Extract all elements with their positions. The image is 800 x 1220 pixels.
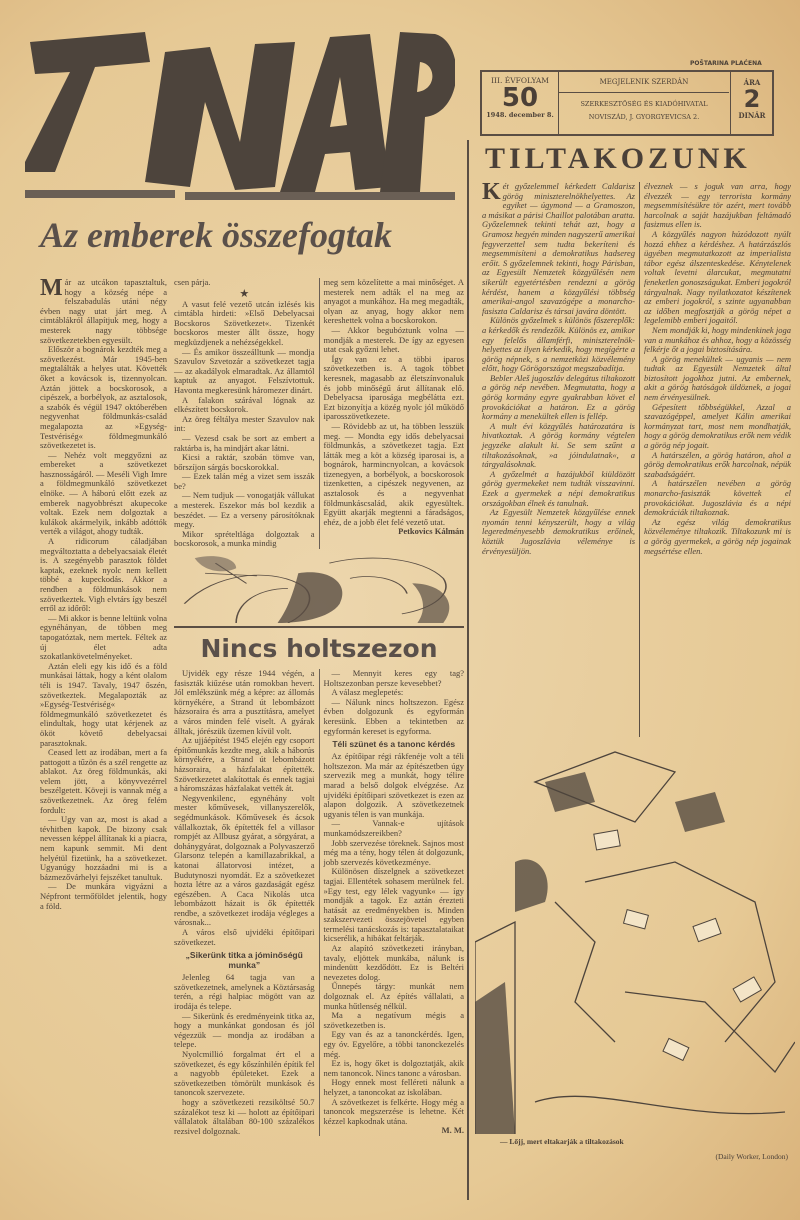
paragraph: — De munkára vigyázni a Népfront termőföldet jelentik, hogy a föld.	[40, 881, 167, 911]
paragraph: Az Egyesült Nemzetek közgyűlése ennek nyomán tenni kényszerült, hogy a világ legeredményesebb demokratikus erőinek, köztük Jugoszlávia véleménye is érvényesüljön.	[482, 507, 635, 556]
paragraph: Az öreg féltálya mester Szavulov nak int:	[174, 413, 315, 434]
paragraph: meg sem közelítette a mai minőséget. A mesterek nem adták el na meg az anyagot a munkához. Ha meg megadták, olyan az anyag, hogy akkor nem kereshettek volna a bocskorokon.	[323, 277, 464, 326]
paragraph: — Ezek talán még a vizet sem isszák be?	[174, 471, 315, 491]
political-cartoon	[475, 742, 795, 1134]
paragraph: A mult évi közgyűlés határozatára is hivatkoztak. A görög kormány végtelen jegyzéke alakult ki. Se sem szűnt a tiltakozásoknak, »a jóindulatnak«, a tárgyalásoknak.	[482, 420, 635, 470]
paragraph: Jobb szervezése töreknek. Sajnos most még ma a tény, hogy télen át dolgozunk, jobb szervezés következménye.	[323, 837, 464, 867]
paragraph: csen párja.	[174, 277, 211, 287]
paragraph: — Rövidebb az ut, ha többen lesszük meg. — Mondta egy idős debelyacsai földmunkás, a szövetkezet tagja. Ezt látták meg a köt a község iparosai is, a bognárok, harmincnyolcan, a kovácsok tizenegyen, a borbélyok, a bocskorosok tizenketten, a cipészek negyvenen, az asztalosok és a negyvenhat földmunkáscsalád, akik egyesültek. Együtt akarják megtenni a fáradságos, ehéz, de a jobb élet felé vezető utat.	[323, 420, 464, 527]
paragraph: Űnnepés tárgy: munkát nem dolgoznak el. Az építés vállalati, a munka hűtlenség nélkül.	[323, 981, 464, 1011]
paragraph: Negyvenkilenc, egynéhány volt mester kőművesek, villanyszerelők, segédmunkások. Kőművesek és ácsok vállalkoztak, ők építették fel a villasor rompjét az Allbusz gyárat, a sörgyárat, a dohánygyárat, dolgoznak a Polyvaszerző Glarsonz telepén a kamillazabrikkal, a katonai állatorvosi intézet, a Budutynoszi nyomdát. Ez a szövetkezet hozta létre az a város gazdaságát egész egészében. A Caca Nikolás utca lebombázott házait is ők építették rendbe, a szövetkezet irodája végleges a városnak...	[174, 792, 315, 928]
paragraph: — Vannak-e ujítások munkamódszereikben?	[323, 818, 464, 838]
article1-columns-2-3	[174, 278, 464, 549]
newspaper-logo	[25, 22, 455, 202]
paragraph: — Mennyit keres egy tag? Holtszezonban persze kevesebbet?	[323, 668, 464, 688]
divider	[174, 626, 464, 628]
article3-column-2	[644, 182, 791, 556]
article2-columns	[174, 669, 464, 1136]
issue-number: 50	[501, 83, 539, 113]
drop-cap: M	[40, 275, 63, 301]
paragraph: A válasz meglepetés:	[331, 687, 404, 698]
paragraph: Aztán eleli egy kis idő és a föld munkásai láttak, hogy a ként olalom téli is 1947. Tavaly, 1947 őszén, szövetkeztek. Megalapozták az »Egység-Testvériség« földmegmunkáló szövetkezetet és elindultak, hogy utat kérjenek az ököt követő debelyacsai parasztoknak.	[40, 660, 167, 748]
paragraph: A határszélen nevében a görög monarcho-fasiszták követtek el provokációkat. Jugoszlávia és a népi demokráciák tiltakoznak.	[644, 478, 791, 518]
paragraph: A ridicorum cáladjában megváltoztatta a debelyacsaiak életét is. A szegényebb parasztok földet kaptak, ezeknek nyolc nem kellett többé a kupeckodás. Akkor a rendben a földmunkások nem szövetkeztek. Vigh elvtárs így beszél erről az időről:	[40, 536, 167, 614]
paragraph: hogy a szövetkezeti rezsiköltsé 50.7 százalékot tesz ki — holott az építőipari vállalatok általában 80-100 százalékos rezsivel dolgoznak.	[174, 1096, 315, 1136]
paragraph: ét győzelemmel kérkedett Caldarisz görög miniszterelnökhelyettes. Az egyiket — úgymond — a Gramoszon, a másikat a párisi Chaillot palotában aratta. Győzelemnek tekinti tehát azt, hogy a Gramosz hegyén minden nagyszerű amerikai fegyverzettel sem tudta bekeríteni és megsemmisíteni a demokratikus hadsereg erőit. S győzelemnek tekinti, hogy Párisban, az Egyesült Nemzetek közgyűlésén nem sikerült egyetértésben rendezni a görög kérdést, hanem a közgyűlési többség amerikai-angol szavazógépe a monarcho-fasiszta Caldarisz és társai javára döntött.	[482, 181, 635, 316]
middle-region	[174, 278, 464, 1136]
paragraph: Kicsi a raktár, szobán tömve van, bőrszíjon sárgás bocskorokkal.	[174, 452, 315, 472]
paragraph: Nem mondják ki, hogy mindenkinek joga van a munkához és ahhoz, hogy a közösség felkérje őt a jogai biztosítására.	[644, 324, 791, 355]
star-separator: ★	[239, 287, 250, 300]
paragraph: Ujvidék egy része 1944 végén, a fasiszták kiűzése után romokban hevert. Jól emlékszünk még a képre: az állomás környékére, a Strand út lebombázott házsoraira és arra a pusztításra, amelyet a város minden felé viselt. A gyárak álltak, jórészük üzemen kívül volt.	[174, 668, 315, 736]
paragraph: — Akkor begubóztunk volna — mondják a mesterek. De így az egyesen utat csak győzni lehet.	[323, 324, 464, 355]
subheading-sikerunk-titka: „Sikerünk titka a jóminőségű munka”	[185, 950, 303, 971]
logo-n	[145, 42, 295, 190]
paragraph: A győzelmét a hazájukból kiüldözött görög gyermekeket nem tudták visszavinni. Ezek a gyermekek a népi demokratikus országokban élnek és tanulnak.	[482, 468, 635, 508]
paragraph: — És amikor összeálltunk — mondja Szavulov Szvetozár a szövetkezet tagja — az akadályok elmaradtak. Az államtól kaptuk az anyagot. Felszívtottuk. Havonta megkeresünk háromezer dinárt.	[174, 346, 315, 395]
paragraph: Az egész világ demokratikus közvéleménye tiltakozik. Tiltakozunk mi is a görög gyermekek, a görög nép jogainak megsértése ellen.	[644, 516, 791, 556]
workers-illustration	[174, 553, 464, 623]
headline-az-emberek-osszefogtak: Az emberek összefogtak	[40, 215, 392, 255]
cartoon-credit: (Daily Worker, London)	[715, 1152, 788, 1161]
paragraph: Az építőipar régi rákfenéje volt a téli holtszezon. Ma már az építészetben úgy szervezik meg a munkát, hogy télire marad a belső dolgok elvégzése. Az ujvidéki építőipari szövetkezet is ezen az alapon dolgozik. A szövetkezetnek ugyanis télen is van munkája.	[323, 751, 464, 819]
paragraph: Az ujjáépítést 1945 elején egy csoport építőmunkás kezdte meg, akik a háborús környékére, a Strand út lebombázott házsoraira, a házfalakat építették. Szövetkezetet alakítottak és ennek tagjai a háromszázas házfalakat vették át.	[174, 735, 315, 794]
office-line-2: NOVISZÁD, J. GYORGYEVICSA 2.	[588, 113, 700, 121]
paragraph: A vasut felé vezető utcán izlésés kis cimtábla hirdeti: »Első Debelyacsai Bocskoros Szövetkezet«. Tizenkét bocskoros mester állt össze, hogy megküzdjenek a nehézségekkel.	[174, 298, 315, 347]
paragraph: ár az utcákon tapasztaltuk, hogy a község népe a felszabadulás utáni négy évben nagy utat járt meg. A cimtáblákról állapítjuk meg, hogy a mesterek nagy többsége szövetkezetekben egyesült.	[40, 277, 167, 345]
article1-column-1	[40, 275, 167, 911]
article1-signature: Petkovics Kálmán	[398, 526, 464, 537]
paragraph: Az alapító szövetkezeti irányban, tavaly, eljöttek munkába, nálunk is mindenütt kezdődött. Ez is Beltéri nevezetes dolog.	[323, 943, 464, 982]
paragraph: Különösen díszelgnek a szövetkezet tagjai. Ellentétek sohasem merülnek fel. »Egy test, egy lélek vagyunk« — így mondják a tagok. Ez aztán érezteti hatását az eredményekben is. Minden szakszervezeti összejövetel egyben termelési tanácskozás is: tapasztalataikat kicserélik, a hibákat feltárják.	[323, 866, 464, 944]
logo-a	[280, 34, 390, 192]
postage-paid-notice: POŠTARINA PLAĆENA	[690, 60, 762, 67]
publication-schedule: MEGJELENIK SZERDÁN	[559, 72, 729, 93]
price-label: ÁRA	[743, 78, 761, 87]
headline-tiltakozunk: TILTAKOZUNK	[485, 142, 751, 175]
column-divider	[467, 140, 469, 1200]
paragraph: Nyolcmillió forgalmat ért el a szövetkezet, és egy kőszínhilén építik fel a nagyobb épületeket. Ezek a szövetkezetben tömörült munkások és tanoncok szervezete.	[174, 1049, 315, 1098]
paragraph: Először a bognárok kezdték meg a szövetkezést. Már 1945-ben megtalálták a helyes utat. Követték őket a kovácsok is, tizennyolcan. Aztán jöttek a bocskorosok, a cipészek, a borbélyok, az asztalosok, a szabók és végül 1947 októberében negyvenhat földmunkás-család megalapozta az »Egység-Testvériség« földmegmunkáló szövetkezetet is.	[40, 344, 167, 451]
paragraph: Mikor sprételtlága dolgoztak a bocskorosok, a munka mindig	[174, 528, 315, 549]
paragraph: Hogy ennek most felléreti nálunk a helyzet, a tanoncokat az iskolában.	[323, 1077, 464, 1097]
issue-date: 1948. december 8.	[486, 111, 554, 119]
drop-cap: K	[482, 179, 501, 205]
subheading-teli-szunet: Téli szünet és a tanonc kérdés	[332, 739, 456, 750]
paragraph: Gépesített tőbbségükkel, Azzal a szavazógéppel, amelyet Kálin amerikai kormányzat tart, most nem mondhatják, hogy a görög demokratikus erők nem védik a görög nép jogait.	[644, 401, 791, 451]
editorial-office	[559, 98, 729, 124]
paragraph: A görög menekültek — ugyanis — nem tudtak az Egyesült Nemzetek által biztosított jogokhoz jutni. Az embernek, akit a görög hatóságok üldöznek, a jogai nem érvényesülnek.	[644, 353, 791, 403]
paragraph: Bebler Aleš jugoszláv delegátus tiltakozott a görög nép nevében. Megmutatta, hogy a görög kormány egyre gyakrabban követ el provokációkat a határon. Ez a görög kormány a menekültek ellen is fellép.	[482, 372, 635, 422]
cartoon-caption: — Lőjj, mert eltakarják a tiltakozások	[500, 1137, 624, 1146]
paragraph: — Nehéz volt meggyőzni az embereket a szövetkezet hasznosságáról. — Meséli Vigh Imre a földmegmunkáló szövetkezet elnöke. — A háború előtt ezek az emberek nagyobbrészt akupecoke voltak. Ezek nem dolgoztak a kulákok akármelyik, inkább adóttók verték a világot, ahogy tudták.	[40, 449, 167, 537]
column-divider	[639, 182, 640, 737]
paragraph: Ceased lett az irodában, mert a fa pattogott a tűzön és a szél rengette az ablakot. Az öreg földmunkás, aki velem jött, a könyvvezérrel beszélgetett. Köveji is vannak még a szövetkezetnek. Az öreg felém fordult:	[40, 747, 167, 815]
paragraph: Így van ez a többi iparos szövetkezetben is. A tagok többet keresnek, magasabb az életszínvonaluk és jobb minőségű árut állítanak elő. Debelyacsa iparosága megbélátta ezt. Ezt bizonyítja a közég nyolc jól működő iparosszövetkezete.	[323, 353, 464, 422]
paragraph: Ma a negatívum mégis a szövetkezetben is.	[323, 1010, 464, 1030]
price-currency: DINÁR	[738, 111, 766, 120]
paragraph: Jelenleg 64 tagja van a szövetkezetnek, amelynek a Köztársaság terén, a régi halpiac mögött van az irodája és telepe.	[174, 972, 315, 1012]
headline-nincs-holtszezon: Nincs holtszezon	[200, 634, 438, 664]
paragraph: A közgyűlés nagyon húzódozott nyúlt hozzá ehhez a kérdéshez. A határzászlós ügyében megmutatkozott az imperialista tábor egész álszenteskedése. Kénytelenek voltak levetni álarcukat, megmutatni feneketlen gonoszságukat. Emberi jogokról tárgyalnak. Nagy nyilatkozatot készítenek az emberi jogokról, s szinte ugyanabban az időben megfosztják a görög népet a legelemibb emberi jogaitól.	[644, 228, 791, 326]
paragraph: — Sikerünk és eredményeink titka az, hogy a munkánkat gondosan és jól végezzük — mondja az irodában a telepe.	[174, 1010, 315, 1050]
volume-label: III. ÉVFOLYAM	[491, 76, 549, 85]
article3-column-1	[482, 179, 635, 556]
paragraph: A falakon szárával lógnak az elkészített bocskorok.	[174, 394, 315, 415]
paragraph: — Vezesd csak be sort az embert a raktárba is, ha mindjárt akar látni.	[174, 432, 315, 453]
paragraph: élveznek — s joguk van arra, hogy élvezzék — egy terrorista kormány megsemmisítésükre tör azért, mert tovább harcolnak a saját hazájukban feltámadó fasizmus ellen is.	[644, 181, 791, 230]
paragraph: A város első ujvidéki építőipari szövetkezet.	[174, 927, 315, 947]
masthead-info-box	[480, 70, 774, 136]
article2-signature: M. M.	[441, 1125, 464, 1136]
price-cell	[730, 72, 773, 134]
paragraph: Ez is, hogy őket is dolgoztatják, akik nem tanoncok. Nincs tanonc a városban.	[323, 1058, 464, 1078]
price-value: 2	[743, 85, 761, 113]
paragraph: Különös győzelmek s különös főszereplők: a kérkedők és rendezőik. Különös ez, amikor egy felelős államférfi, miniszterelnök-helyettes az ilyen kérkedik, hogy megígérte a görög népnek, s a nemzetközi közvélemény előtt, hogy Görögországot megszabadítja.	[482, 315, 635, 374]
paragraph: — Nálunk nincs holtszezon. Egész évben dolgozunk és egyformán keresünk. Ebben a tekintetben az egyformán kereset is egyforma.	[323, 696, 464, 736]
paragraph: A szövetkezet is felkérte. Hogy még a tanoncok megszerzése is lehetne. Két kézzel kapkodnak utána.	[323, 1096, 464, 1126]
office-line-1: SZERKESZTŐSÉG ÉS KIADÓHIVATAL	[580, 100, 708, 108]
paragraph: — Nem tudjuk — vonogatják vállukat a mesterek. Eszekor más bol kezdik a beszédet. — Ez a verseny párosítóknak megy.	[174, 490, 315, 530]
logo-p	[380, 32, 455, 192]
paragraph: — Ugy van az, most is akad a tévhitben kapok. De bizony csak nevessen képpel állítanak ki a piacra, nem kapunk semmit. Mi dent helyétül fizetünk, ha a szövetkezet. Ugyanúgy hozzáadni mi is a bázmezővárhelyi fejszéket tanultuk.	[40, 814, 167, 882]
volume-cell	[482, 72, 559, 134]
paragraph: — Mi akkor is benne leltünk volna egynéhányan, de többen meg tapogatóztak, nem mertek. Féltek az új élet adta szokatlankövetelményeket.	[40, 612, 167, 662]
logo-seven	[25, 32, 150, 172]
paragraph: Egy van és az a tanonckérdés. Igen, egy óv. Egyelőre, a többi tanonckezelés még.	[323, 1029, 464, 1059]
paragraph: A határszélen, a görög határon, ahol a görög demokratikus erők harcolnak, népük szabadságáért.	[644, 449, 791, 479]
